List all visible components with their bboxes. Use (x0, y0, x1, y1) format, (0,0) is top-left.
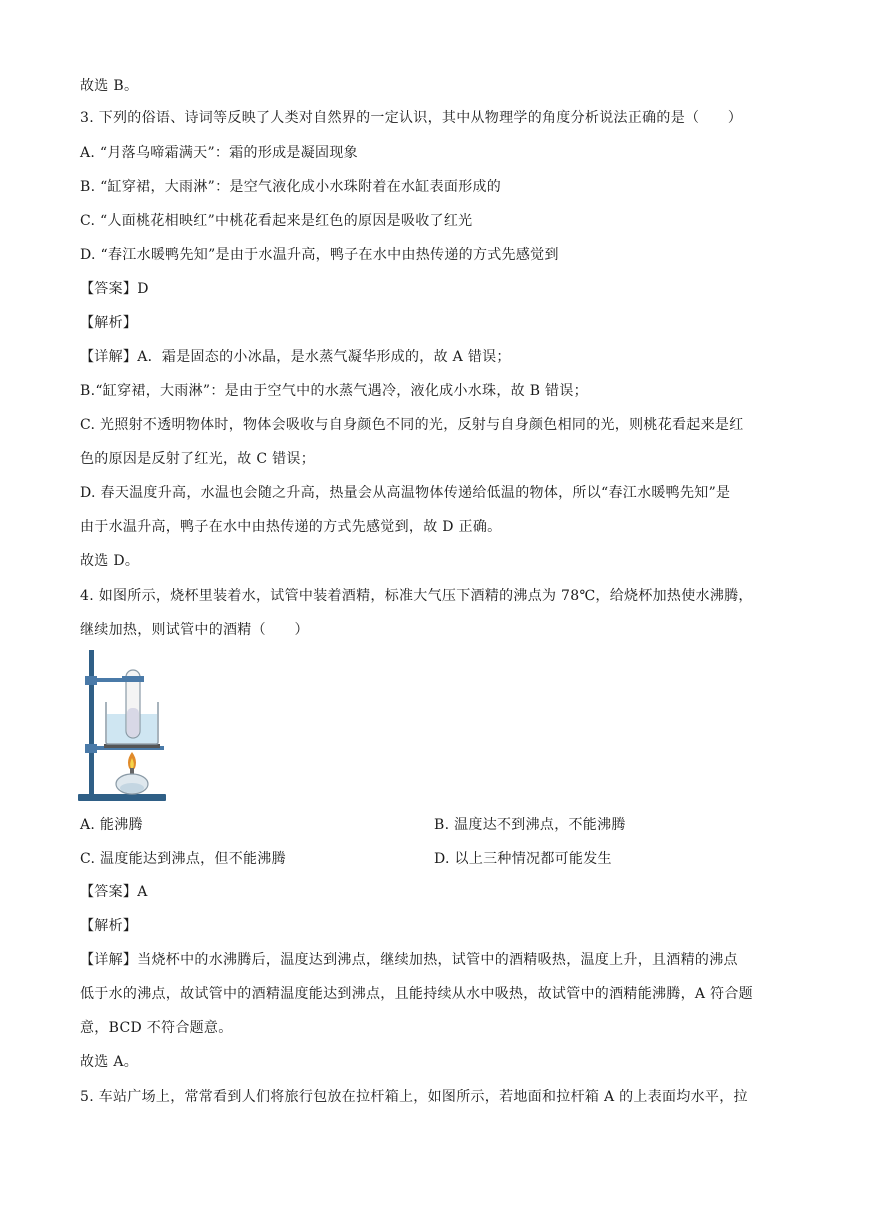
lamp-liquid (120, 783, 144, 793)
answer: 【答案】A (80, 884, 148, 900)
explanation-line: D. 春天温度升高，水温也会随之升高，热量会从高温物体传递给低温的物体，所以“春江水暖鸭先知”是 (80, 485, 731, 501)
option-b: B. 温度达不到沸点，不能沸腾 (434, 817, 626, 833)
question-3-stem: 3. 下列的俗语、诗词等反映了人类对自然界的一定认识，其中从物理学的角度分析说法正确的是（ ） (80, 110, 743, 126)
text-line: 故选 A。 (80, 1054, 139, 1070)
stand-rod (89, 650, 94, 796)
test-tube-clamp (122, 676, 144, 682)
analysis-heading: 【解析】 (80, 918, 138, 934)
option-d: D. “春江水暖鸭先知”是由于水温升高，鸭子在水中由热传递的方式先感觉到 (80, 247, 559, 263)
question-4-stem: 4. 如图所示，烧杯里装着水，试管中装着酒精，标准大气压下酒精的沸点为 78℃，给烧杯加热使水沸腾， (80, 588, 753, 604)
explanation-line: B.“缸穿裙，大雨淋”：是由于空气中的水蒸气遇冷，液化成小水珠，故 B 错误； (80, 383, 588, 399)
option-b: B. “缸穿裙，大雨淋”：是空气液化成小水珠附着在水缸表面形成的 (80, 179, 502, 195)
text-line: 故选 B。 (80, 78, 139, 94)
test-tube-alcohol (127, 708, 139, 737)
explanation-line: 色的原因是反射了红光，故 C 错误； (80, 451, 316, 467)
experiment-figure (76, 648, 172, 806)
explanation-line: 【详解】当烧杯中的水沸腾后，温度达到沸点，继续加热，试管中的酒精吸热，温度上升，且酒精的沸点 (80, 952, 738, 968)
explanation-line: 由于水温升高，鸭子在水中由热传递的方式先感觉到，故 D 正确。 (80, 519, 502, 535)
question-5-stem: 5. 车站广场上，常常看到人们将旅行包放在拉杆箱上，如图所示，若地面和拉杆箱 A 的上表面均水平，拉 (80, 1089, 748, 1105)
option-a: A. “月落乌啼霜满天”：霜的形成是凝固现象 (80, 145, 358, 161)
option-a: A. 能沸腾 (80, 817, 143, 833)
option-c: C. 温度能达到沸点，但不能沸腾 (80, 851, 286, 867)
burner-wick (130, 768, 134, 774)
option-d: D. 以上三种情况都可能发生 (434, 851, 612, 867)
explanation-line: 低于水的沸点，故试管中的酒精温度能达到沸点，且能持续从水中吸热，故试管中的酒精能沸腾，A 符合题 (80, 986, 753, 1002)
answer: 【答案】D (80, 281, 149, 297)
explanation-line: 【详解】A．霜是固态的小冰晶，是水蒸气凝华形成的，故 A 错误； (80, 349, 511, 365)
analysis-heading: 【解析】 (80, 315, 138, 331)
explanation-line: 意，BCD 不符合题意。 (80, 1020, 233, 1036)
option-c: C. “人面桃花相映红”中桃花看起来是红色的原因是吸收了红光 (80, 213, 473, 229)
explanation-line: C. 光照射不透明物体时，物体会吸收与自身颜色不同的光，反射与自身颜色相同的光，则桃花看起来是红 (80, 417, 744, 433)
text-line: 故选 D。 (80, 553, 140, 569)
question-4-stem: 继续加热，则试管中的酒精（ ） (80, 622, 309, 638)
